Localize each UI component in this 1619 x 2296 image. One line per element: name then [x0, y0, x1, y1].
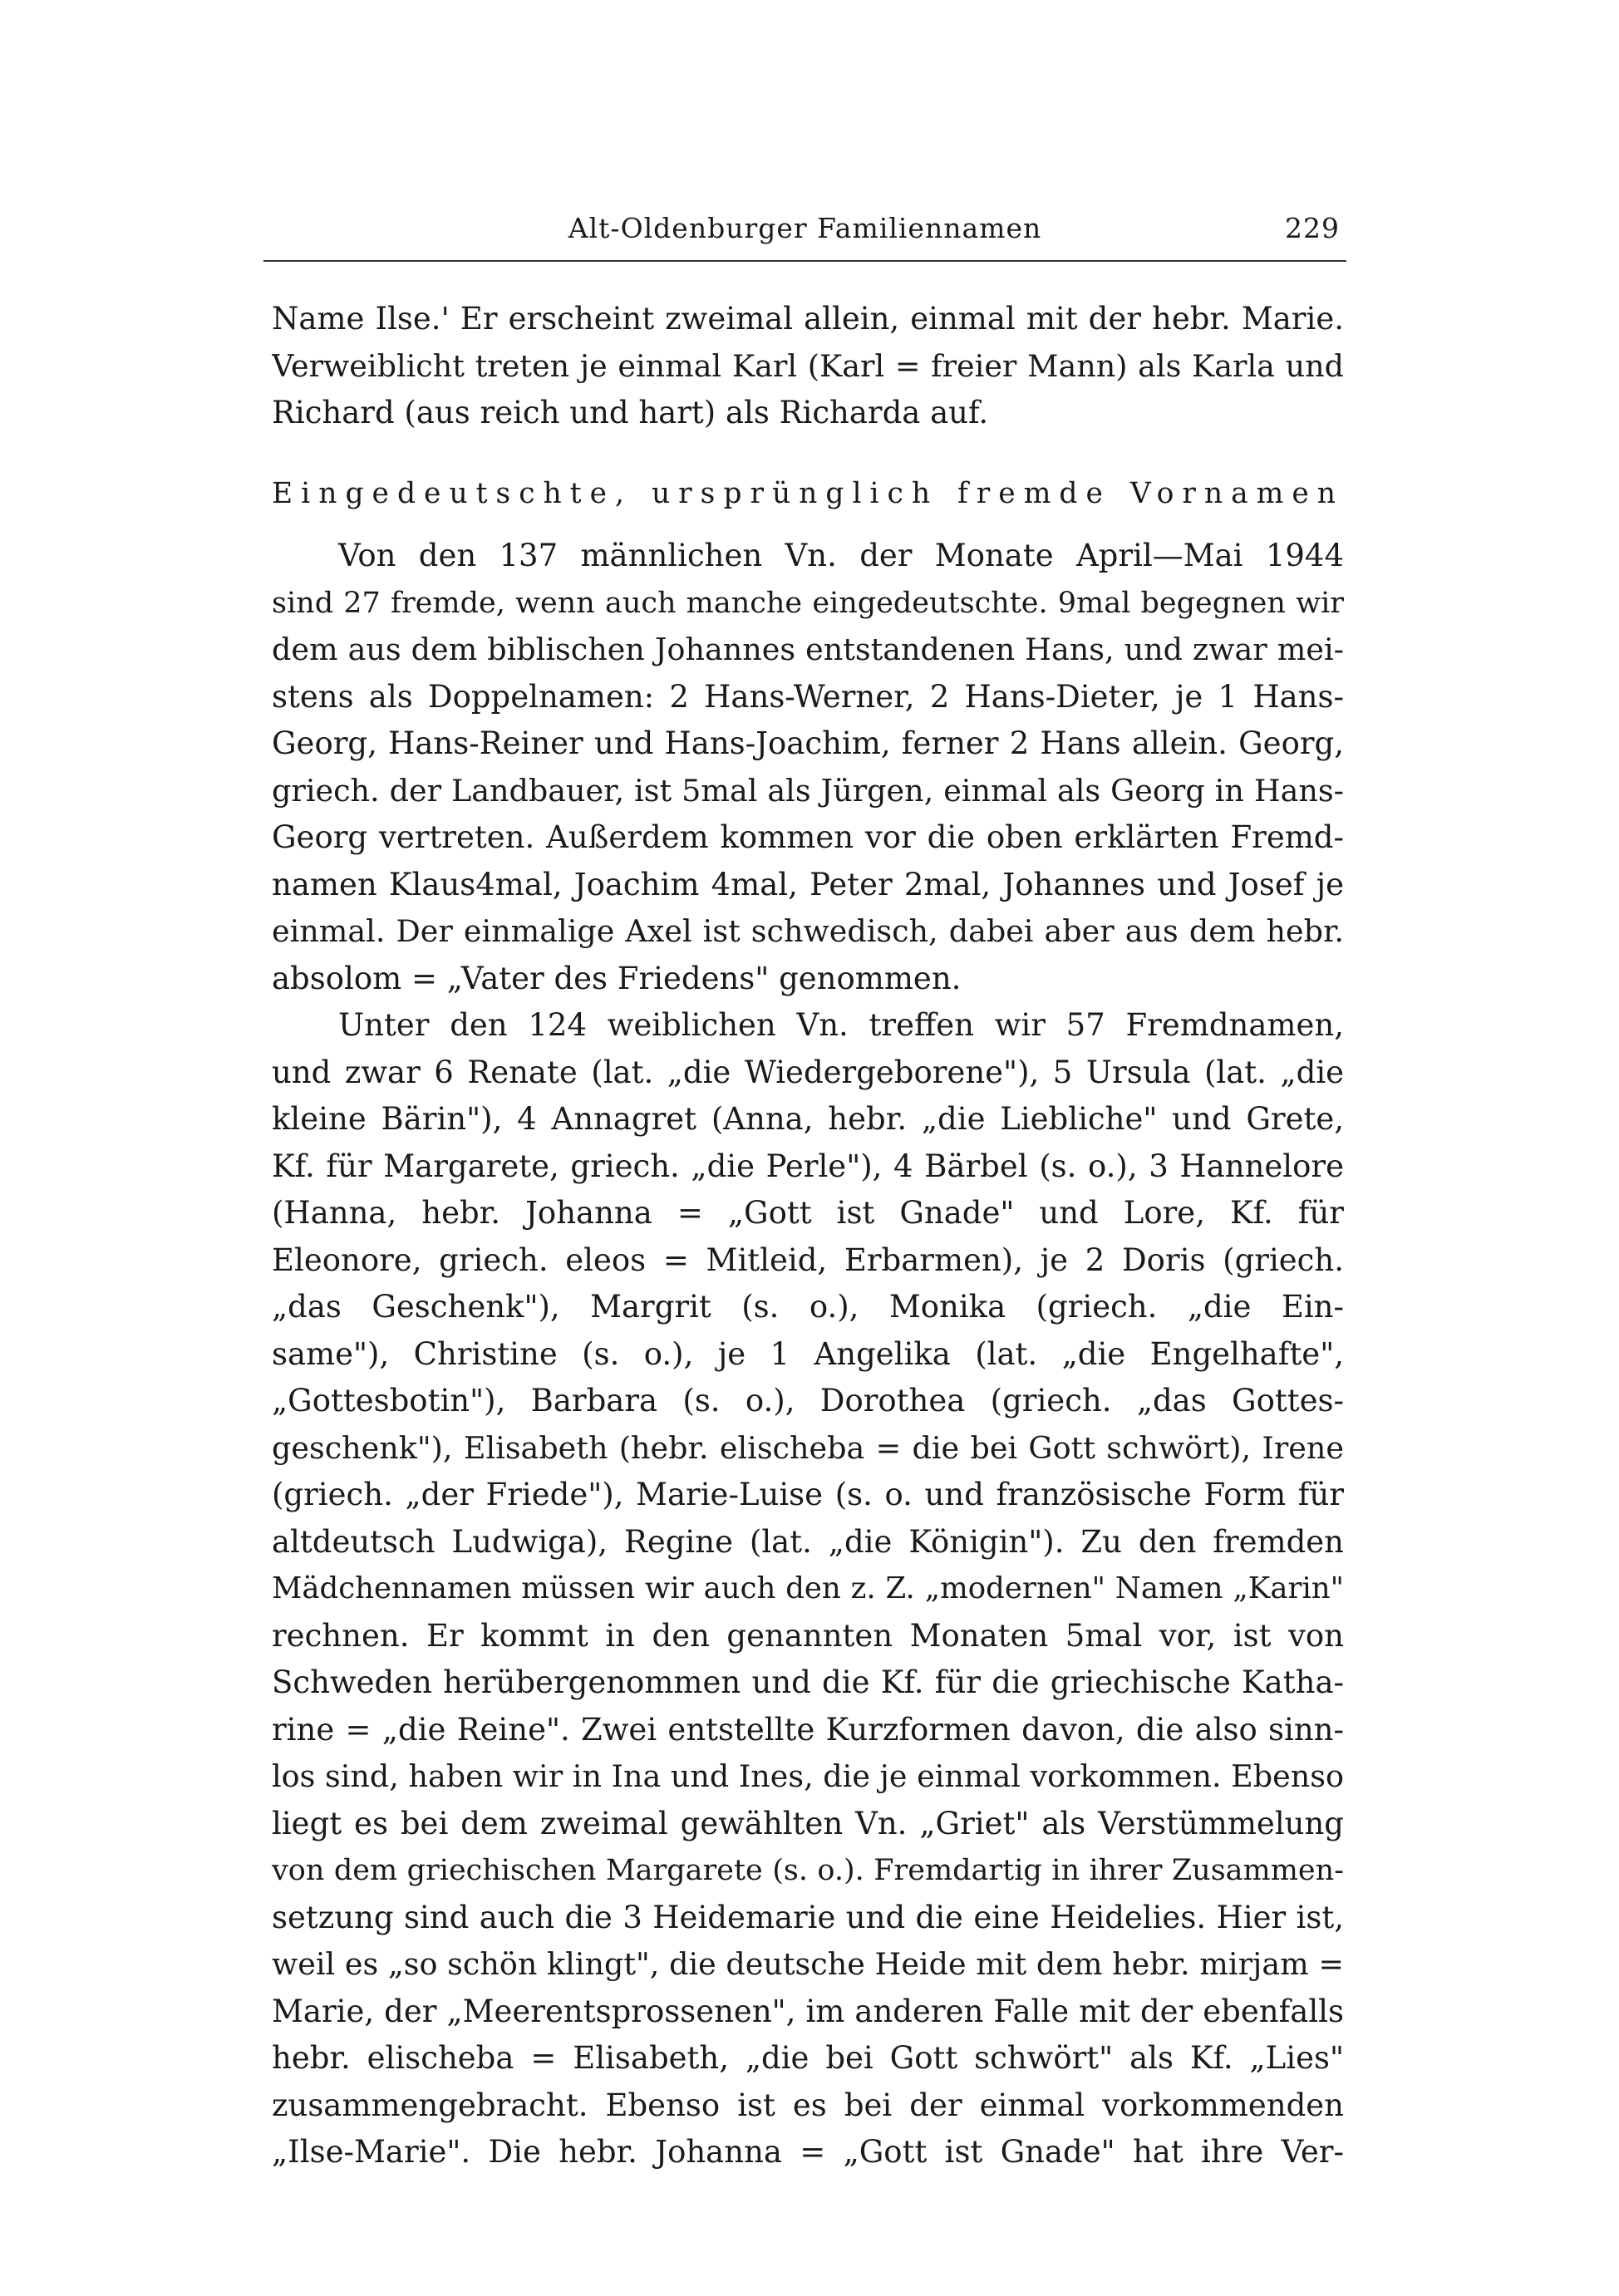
running-header: [263, 212, 1346, 250]
text-line: griech. der Landbauer, ist 5mal als Jürgen, einmal als Georg in Hans-: [272, 772, 1344, 809]
text-line: und zwar 6 Renate (lat. „die Wiedergeborene"), 5 Ursula (lat. „die: [272, 1054, 1344, 1090]
text-line: Kf. für Margarete, griech. „die Perle"), 4 Bärbel (s. o.), 3 Hannelore: [272, 1148, 1344, 1184]
text-line: absolom = „Vater des Friedens" genommen.: [272, 960, 962, 996]
text-line: Schweden herübergenommen und die Kf. für die griechische Katha-: [272, 1664, 1344, 1700]
text-line: hebr. elischeba = Elisabeth, „die bei Gott schwört" als Kf. „Lies": [272, 2040, 1344, 2076]
text-line: rine = „die Reine". Zwei entstellte Kurzformen davon, die also sinn-: [272, 1711, 1344, 1748]
header-rule: [263, 260, 1346, 262]
text-line: (griech. „der Friede"), Marie-Luise (s. o. und französische Form für: [272, 1477, 1344, 1512]
text-line: von dem griechischen Margarete (s. o.). Fremdartig in ihrer Zusammen-: [272, 1854, 1344, 1887]
text-line: Name Ilse.' Er erscheint zweimal allein, einmal mit der hebr. Marie.: [272, 301, 1344, 337]
text-line: kleine Bärin"), 4 Annagret (Anna, hebr. „die Liebliche" und Grete,: [272, 1101, 1344, 1137]
section-heading: Eingedeutschte, ursprünglich fremde Vornamen: [272, 477, 1344, 510]
text-line: same"), Christine (s. o.), je 1 Angelika (lat. „die Engelhafte",: [272, 1335, 1344, 1372]
text-line: Georg vertreten. Außerdem kommen vor die oben erklärten Fremd-: [272, 819, 1344, 855]
text-line: Mädchennamen müssen wir auch den z. Z. „modernen" Namen „Karin": [272, 1571, 1344, 1605]
text-line: (Hanna, hebr. Johanna = „Gott ist Gnade" und Lore, Kf. für: [272, 1195, 1344, 1231]
text-line: Georg, Hans-Reiner und Hans-Joachim, ferner 2 Hans allein. Georg,: [272, 725, 1344, 761]
running-title: Alt-Oldenburger Familiennamen: [568, 212, 1042, 244]
text-line: sind 27 fremde, wenn auch manche eingedeutschte. 9mal begegnen wir: [272, 586, 1344, 620]
text-line: „Ilse-Marie". Die hebr. Johanna = „Gott ist Gnade" hat ihre Ver-: [272, 2134, 1344, 2170]
intro-paragraph: [272, 296, 1344, 437]
text-line: Eleonore, griech. eleos = Mitleid, Erbarmen), je 2 Doris (griech.: [272, 1241, 1344, 1278]
page-number: 229: [1285, 212, 1340, 244]
text-line: weil es „so schön klingt", die deutsche Heide mit dem hebr. mirjam =: [272, 1946, 1344, 1982]
text-line: setzung sind auch die 3 Heidemarie und die eine Heidelies. Hier ist,: [272, 1899, 1344, 1935]
text-line: Von den 137 männlichen Vn. der Monate April—Mai 1944: [338, 538, 1344, 573]
text-line: einmal. Der einmalige Axel ist schwedisch, dabei aber aus dem hebr.: [272, 913, 1344, 949]
text-line: „Gottesbotin"), Barbara (s. o.), Dorothea (griech. „das Gottes-: [272, 1383, 1344, 1418]
text-line: rechnen. Er kommt in den genannten Monaten 5mal vor, ist von: [272, 1617, 1344, 1654]
text-line: dem aus dem biblischen Johannes entstandenen Hans, und zwar mei-: [272, 632, 1344, 667]
text-line: stens als Doppelnamen: 2 Hans-Werner, 2 Hans-Dieter, je 1 Hans-: [272, 678, 1344, 715]
text-line: altdeutsch Ludwiga), Regine (lat. „die Königin"). Zu den fremden: [272, 1523, 1344, 1560]
text-line: liegt es bei dem zweimal gewählten Vn. „Griet" als Verstümmelung: [272, 1805, 1344, 1841]
text-line: „das Geschenk"), Margrit (s. o.), Monika (griech. „die Ein-: [272, 1289, 1344, 1325]
text-line: los sind, haben wir in Ina und Ines, die je einmal vorkommen. Ebenso: [272, 1758, 1344, 1794]
text-line: Verweiblicht treten je einmal Karl (Karl = freier Mann) als Karla und: [272, 347, 1344, 384]
body-text: [272, 533, 1344, 2176]
text-line: zusammengebracht. Ebenso ist es bei der einmal vorkommenden: [272, 2087, 1344, 2123]
text-line: Richard (aus reich und hart) als Richarda auf.: [272, 395, 989, 430]
text-line: Marie, der „Meerentsprossenen", im anderen Falle mit der ebenfalls: [272, 1993, 1344, 2029]
text-line: Unter den 124 weiblichen Vn. treffen wir 57 Fremdnamen,: [338, 1007, 1344, 1043]
text-line: namen Klaus4mal, Joachim 4mal, Peter 2mal, Johannes und Josef je: [272, 866, 1344, 902]
text-line: geschenk"), Elisabeth (hebr. elischeba = die bei Gott schwört), Irene: [272, 1429, 1344, 1466]
